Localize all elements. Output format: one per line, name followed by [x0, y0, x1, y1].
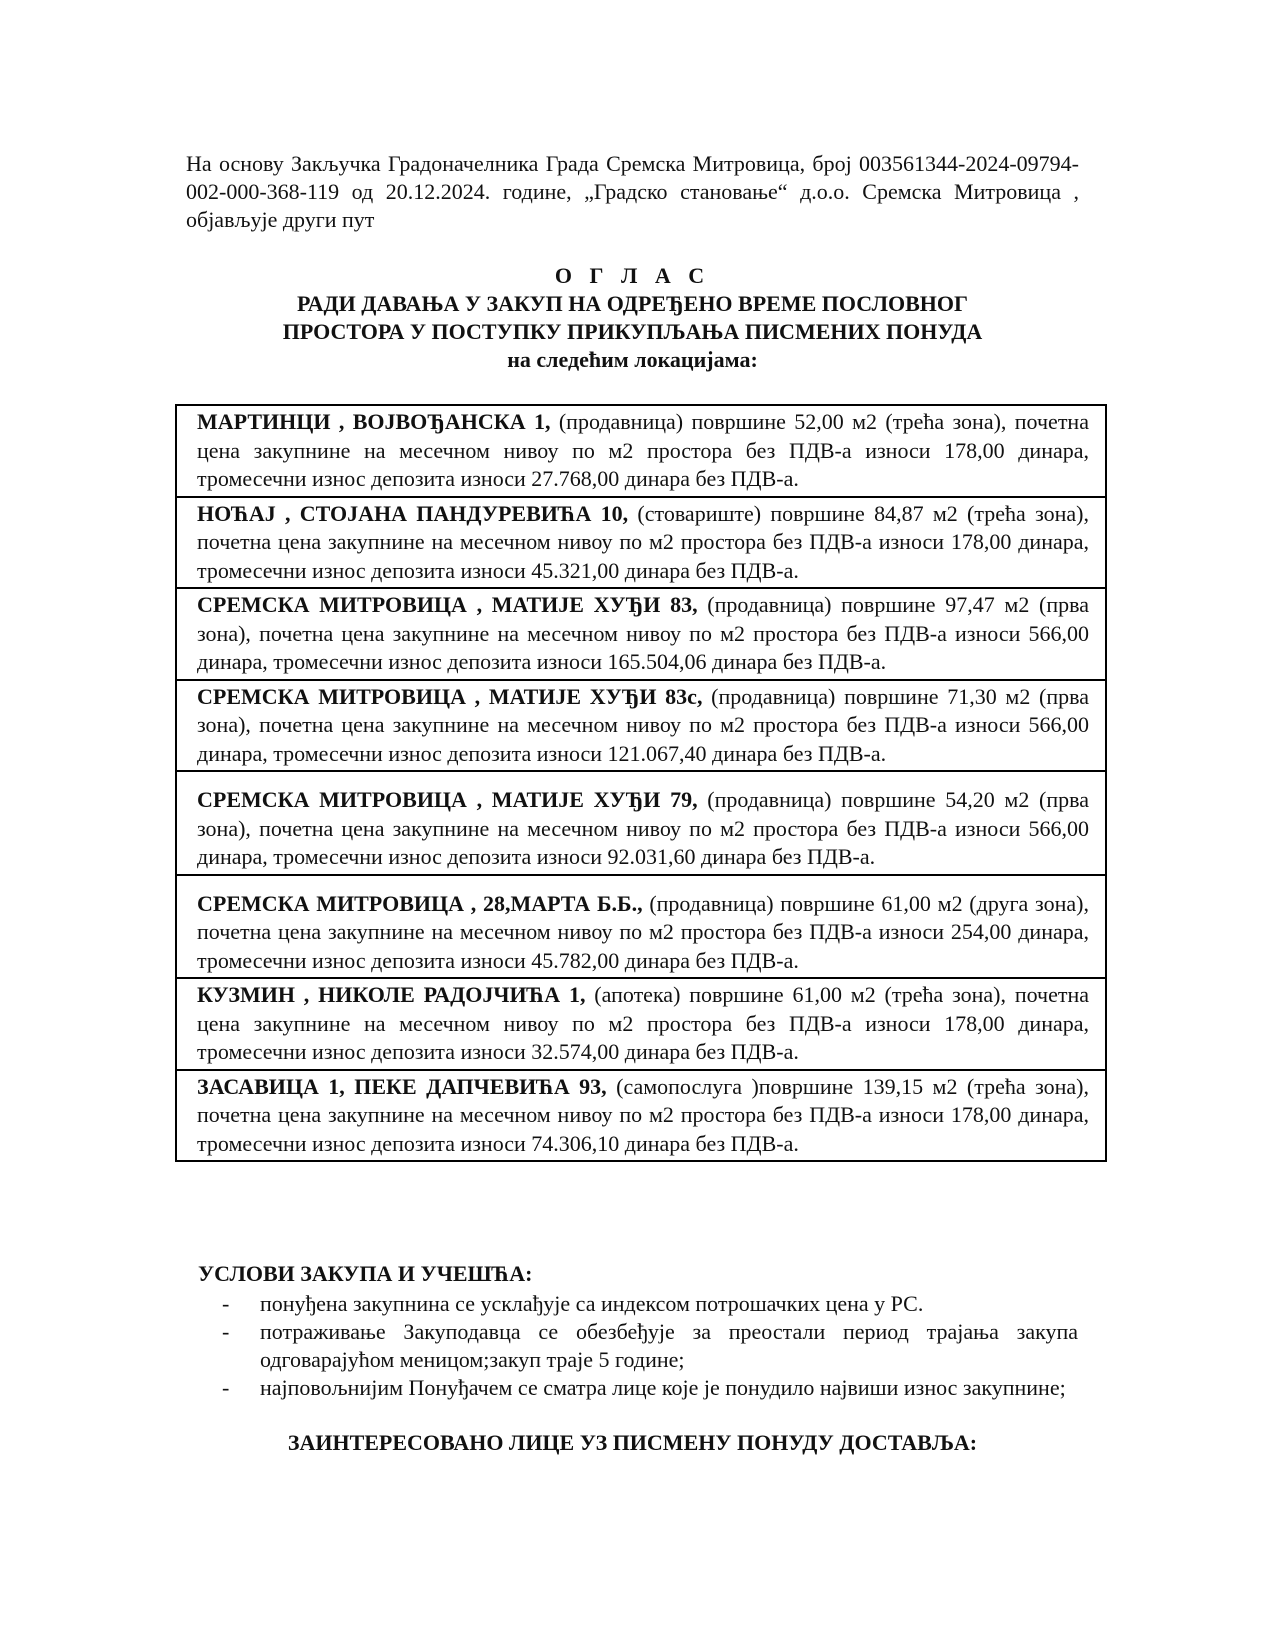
location-address: НОЋАЈ , СТОЈАНА ПАНДУРЕВИЋА 10,: [197, 500, 629, 526]
location-details: (продавница) површине 97,47 м2 (прва зона), почетна цена закупнине на месечном нивоу по м2 простора без ПДВ-а износи 566,00 динара, тромесечни износ депозита износи 165.504,06 динара без ПДВ-а.: [197, 592, 1089, 674]
heading-title: О Г Л А С: [554, 263, 711, 288]
bullet-dash: -: [222, 1291, 230, 1316]
condition-item: [198, 1374, 1078, 1402]
location-address: ЗАСАВИЦА 1, ПЕКЕ ДАПЧЕВИЋА 93,: [197, 1073, 607, 1099]
bullet-dash: -: [222, 1319, 230, 1344]
location-address: КУЗМИН , НИКОЛЕ РАДОЈЧИЋА 1,: [197, 982, 586, 1007]
conditions-title: УСЛОВИ ЗАКУПА И УЧЕШЋА:: [198, 1261, 533, 1286]
location-address: СРЕМСКА МИТРОВИЦА , МАТИЈЕ ХУЂИ 83с,: [197, 683, 703, 709]
location-details: (продавница) површине 71,30 м2 (прва зона), почетна цена закупнине на месечном нивоу по м2 простора без ПДВ-а износи 566,00 динара, тромесечни износ депозита износи 121.067,40 динара без ПДВ-а.: [197, 683, 1089, 766]
heading-subtitle-line2: ПРОСТОРА У ПОСТУПКУ ПРИКУПЉАЊА ПИСМЕНИХ ПОНУДА: [282, 319, 983, 344]
location-row: [177, 874, 1105, 978]
heading-subtitle-line3: на следећим локацијама:: [507, 347, 758, 372]
submission-requirements-heading: ЗАИНТЕРЕСОВАНО ЛИЦЕ УЗ ПИСМЕНУ ПОНУДУ ДОСТАВЉА:: [287, 1430, 978, 1455]
location-address: СРЕМСКА МИТРОВИЦА , МАТИЈЕ ХУЂИ 79,: [197, 787, 698, 812]
document-heading: [186, 262, 1079, 374]
condition-item: [198, 1290, 1078, 1318]
location-details: (апотека) површине 61,00 м2 (трећа зона), почетна цена закупнине на месечном нивоу по м2 простора без ПДВ-а износи 178,00 динара, тромесечни износ депозита износи 32.574,00 динара без ПДВ-а.: [197, 982, 1089, 1064]
conditions-list: [198, 1290, 1078, 1402]
location-row: [177, 587, 1105, 679]
location-address: СРЕМСКА МИТРОВИЦА , 28,МАРТА Б.Б.,: [197, 890, 643, 916]
location-row: [177, 770, 1105, 874]
location-address: СРЕМСКА МИТРОВИЦА , МАТИЈЕ ХУЂИ 83,: [197, 592, 698, 617]
location-details: (самопослуга )површине 139,15 м2 (трећа зона), почетна цена закупнине на месечном нивоу по м2 простора без ПДВ-а износи 178,00 динара, тромесечни износ депозита износи 74.306,10 динара без ПДВ-а.: [197, 1073, 1089, 1156]
heading-subtitle-line1: РАДИ ДАВАЊА У ЗАКУП НА ОДРЕЂЕНО ВРЕМЕ ПОСЛОВНОГ: [296, 291, 969, 316]
location-row: [177, 679, 1105, 771]
location-details: (продавница) површине 54,20 м2 (прва зона), почетна цена закупнине на месечном нивоу по м2 простора без ПДВ-а износи 566,00 динара, тромесечни износ депозита износи 92.031,60 динара без ПДВ-а.: [197, 787, 1089, 869]
condition-item: [198, 1318, 1078, 1374]
location-address: МАРТИНЦИ , ВОЈВОЂАНСКА 1,: [197, 409, 551, 434]
intro-text: На основу Закључка Градоначелника Града Сремска Митровица, број 003561344-2024-09794-002-000-368-119 од 20.12.2024. године, „Градско становање“ д.о.о. Сремска Митровица , објављује други пут: [186, 151, 1079, 232]
location-row: [177, 1069, 1105, 1161]
condition-text: понуђена закупнина се усклађује са индексом потрошачких цена у РС.: [260, 1291, 924, 1316]
condition-text: потраживање Закуподавца се обезбеђује за преостали период трајања закупа одговарајућом меницом;закуп траје 5 године;: [260, 1319, 1078, 1372]
locations-table: [175, 404, 1107, 1162]
intro-paragraph: [186, 150, 1079, 234]
location-row: [177, 977, 1105, 1069]
location-details: (стовариште) површине 84,87 м2 (трећа зона), почетна цена закупнине на месечном нивоу по м2 простора без ПДВ-а износи 178,00 динара, тромесечни износ депозита износи 45.321,00 динара без ПДВ-а.: [197, 500, 1089, 583]
location-details: (продавница) површине 61,00 м2 (друга зона), почетна цена закупнине на месечном нивоу по м2 простора без ПДВ-а износи 254,00 динара, тромесечни износ депозита износи 45.782,00 динара без ПДВ-а.: [197, 890, 1089, 973]
location-details: (продавница) површине 52,00 м2 (трећа зона), почетна цена закупнине на месечном нивоу по м2 простора без ПДВ-а износи 178,00 динара, тромесечни износ депозита износи 27.768,00 динара без ПДВ-а.: [197, 409, 1089, 491]
location-row: [177, 496, 1105, 588]
bullet-dash: -: [222, 1375, 230, 1400]
location-row: [177, 406, 1105, 496]
condition-text: најповољнијим Понуђачем се сматра лице које је понудило највиши износ закупнине;: [260, 1375, 1066, 1400]
